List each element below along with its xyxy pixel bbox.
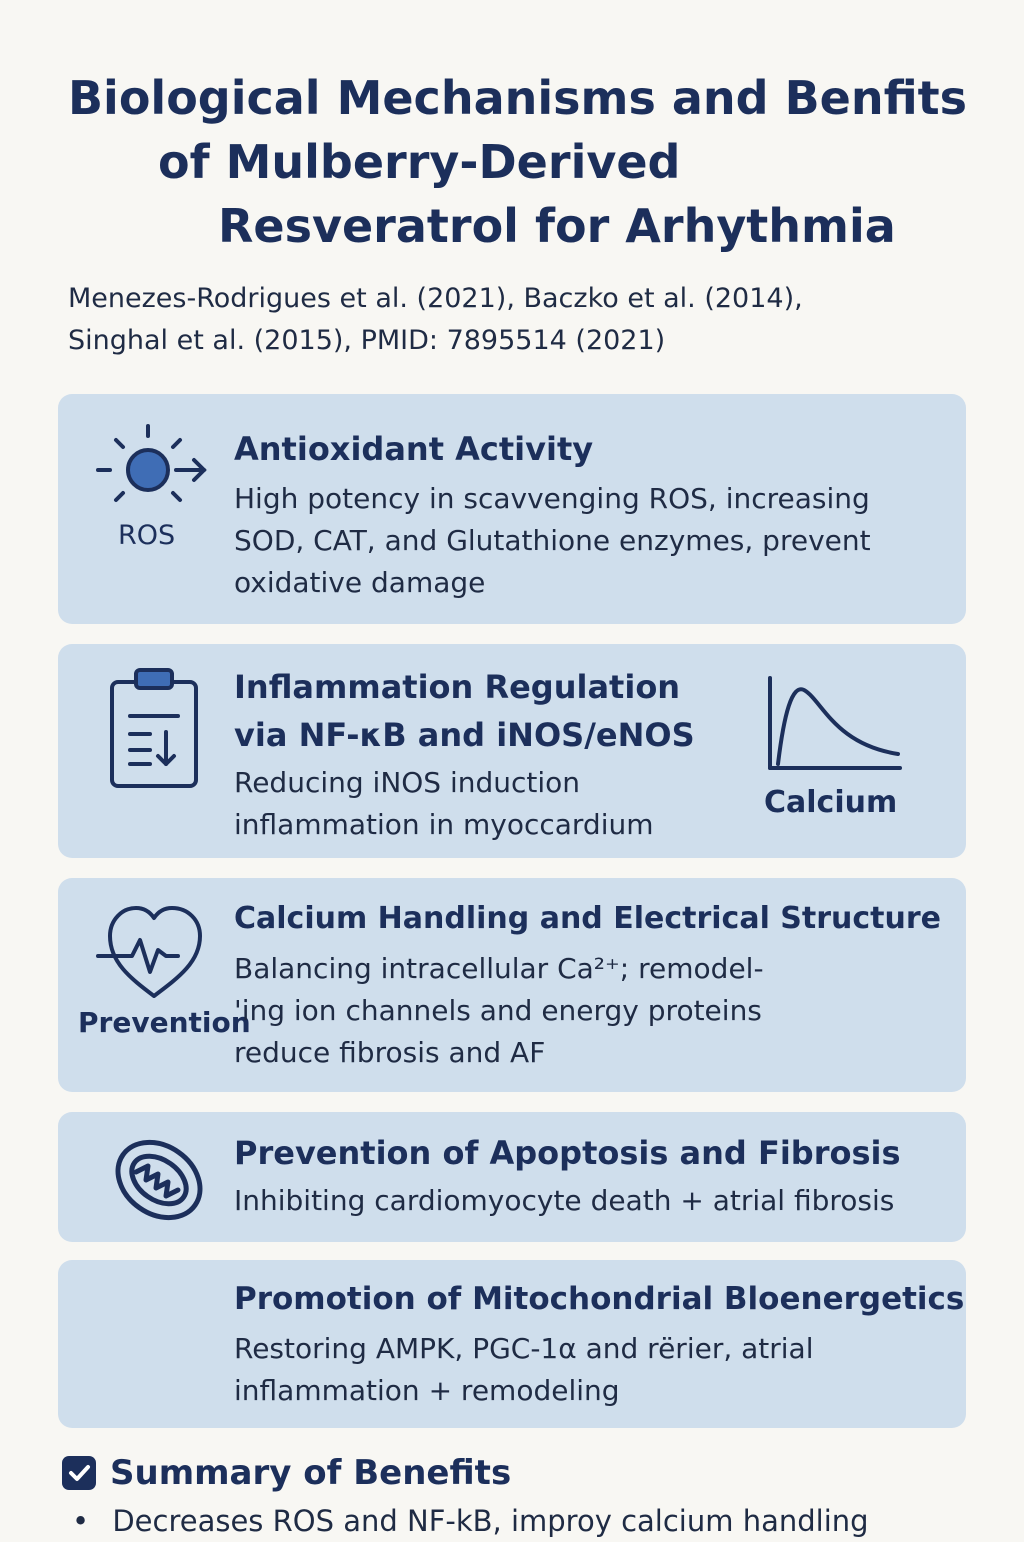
card-body-line: Restoring AMPK, PGC-1α and rërier, atrial	[234, 1332, 814, 1365]
card-inflammation-regulation	[58, 644, 966, 858]
heart-pulse-icon	[96, 900, 212, 1000]
card-heading-line-2: via NF-κB and iNOS/eNOS	[234, 716, 695, 754]
title-line-3: Resveratrol for Arhythmia	[218, 199, 896, 253]
card-body-line: Reducing iNOS induction	[234, 766, 581, 799]
ros-label: ROS	[118, 520, 176, 551]
card-body-line: Balancing intracellular Ca²⁺; remodel-	[234, 952, 764, 985]
summary-heading-text: Summary of Benefits	[110, 1453, 512, 1493]
card-body-line: High potency in scavvenging ROS, increasing	[234, 482, 870, 515]
card-heading: Calcium Handling and Electrical Structure	[234, 901, 942, 936]
curve-graph-icon	[764, 674, 904, 774]
card-heading-line-1: Inflammation Regulation	[234, 668, 681, 706]
card-body	[234, 1328, 814, 1412]
card-body-line: inflammation + remodeling	[234, 1374, 620, 1407]
card-body	[234, 762, 654, 846]
card-body-line: Inhibiting cardiomyocyte death + atrial fibrosis	[234, 1184, 895, 1217]
prevention-label: Prevention	[78, 1006, 251, 1039]
summary-item-text: Decreases ROS and NF-kB, improy calcium handling	[112, 1504, 869, 1538]
card-mitochondrial-bioenergetics	[58, 1260, 966, 1428]
references	[68, 278, 803, 362]
references-line-2: Singhal et al. (2015), PMID: 7895514 (2021)	[68, 325, 666, 356]
sun-molecule-icon	[92, 420, 212, 516]
bullet-icon: •	[72, 1504, 90, 1538]
title-line-2: of Mulberry-Derived	[158, 135, 681, 189]
references-line-1: Menezes-Rodrigues et al. (2021), Baczko et al. (2014),	[68, 283, 803, 314]
summary-heading	[62, 1450, 511, 1496]
card-body	[234, 948, 764, 1074]
checkbox-icon	[62, 1456, 96, 1490]
title-line-1: Biological Mechanisms and Benfits	[68, 71, 968, 125]
card-heading: Antioxidant Activity	[234, 430, 594, 468]
card-body-line: inflammation in myoccardium	[234, 808, 654, 841]
card-body-line: SOD, CAT, and Glutathione enzymes, prevent	[234, 524, 871, 557]
card-body-line: reduce fibrosis and AF	[234, 1036, 546, 1069]
clipboard-icon	[106, 664, 202, 792]
card-antioxidant-activity	[58, 394, 966, 624]
card-prevention-apoptosis-fibrosis	[58, 1112, 966, 1242]
mitochondria-icon	[106, 1130, 212, 1230]
card-body-line: oxidative damage	[234, 566, 486, 599]
card-body	[234, 478, 871, 604]
card-body	[234, 1180, 894, 1222]
calcium-label: Calcium	[764, 785, 898, 820]
card-heading: Promotion of Mitochondrial Bloenergetics	[234, 1281, 965, 1317]
card-calcium-handling	[58, 878, 966, 1092]
card-heading: Prevention of Apoptosis and Fibrosis	[234, 1134, 901, 1172]
card-body-line: 'ing ion channels and energy proteins	[234, 994, 762, 1027]
